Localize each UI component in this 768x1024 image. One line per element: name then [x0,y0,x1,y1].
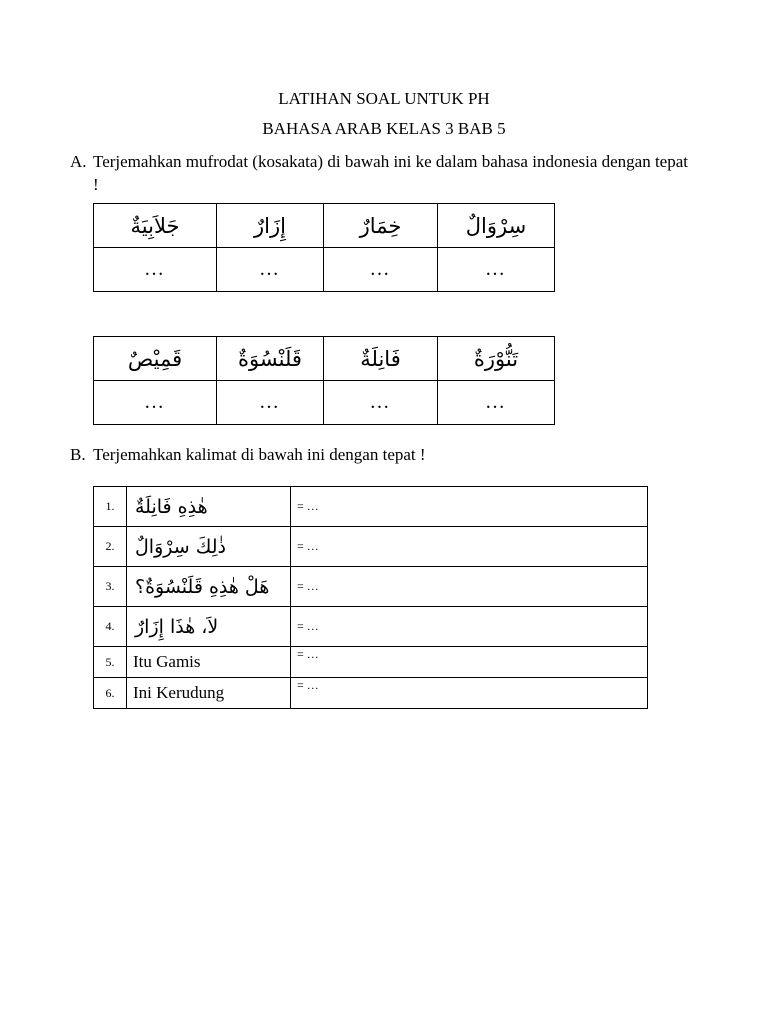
row-number: 1. [94,487,127,527]
sentence-table [93,486,648,709]
worksheet-title: LATIHAN SOAL UNTUK PH [278,89,490,108]
section-letter-b: B. [70,445,86,464]
sentence-cell: ذٰلِكَ سِرْوَالٌ [127,527,291,567]
vocab-word: فَانِلَةٌ [324,337,438,381]
vocab-word: تَنُّوْرَةٌ [438,337,555,381]
sentence-cell: Ini Kerudung [127,678,291,709]
answer-cell[interactable]: = … [291,527,648,567]
worksheet-subtitle: BAHASA ARAB KELAS 3 BAB 5 [262,119,506,138]
vocab-table-2 [93,336,555,425]
vocab-word: إِزَارٌ [217,204,324,248]
sentence-cell: Itu Gamis [127,647,291,678]
section-letter-a: A. [70,152,87,171]
answer-cell[interactable]: = … [291,647,648,678]
vocab-word: جَلاَبِيَةٌ [94,204,217,248]
table-row [94,567,648,607]
vocab-word: قَمِيْصٌ [94,337,217,381]
row-number: 4. [94,607,127,647]
answer-cell[interactable]: = … [291,487,648,527]
vocab-word: خِمَارٌ [324,204,438,248]
instruction-b-text: Terjemahkan kalimat di bawah ini dengan tepat ! [93,445,426,464]
answer-blank[interactable]: … [217,381,324,425]
answer-blank[interactable]: … [324,381,438,425]
answer-blank[interactable]: … [324,248,438,292]
table-row [94,647,648,678]
row-number: 3. [94,567,127,607]
answer-cell[interactable]: = … [291,607,648,647]
table-row [94,487,648,527]
answer-blank[interactable]: … [438,248,555,292]
table-row [94,527,648,567]
row-number: 2. [94,527,127,567]
vocab-table-1 [93,203,555,292]
answer-blank[interactable]: … [217,248,324,292]
row-number: 5. [94,647,127,678]
vocab-word: قَلَنْسُوَةٌ [217,337,324,381]
sentence-cell: لاَ، هٰذَا إِزَارٌ [127,607,291,647]
table-row [94,607,648,647]
answer-cell[interactable]: = … [291,567,648,607]
answer-blank[interactable]: … [94,248,217,292]
vocab-word: سِرْوَالٌ [438,204,555,248]
table-row [94,678,648,709]
row-number: 6. [94,678,127,709]
answer-blank[interactable]: … [438,381,555,425]
answer-cell[interactable]: = … [291,678,648,709]
instruction-a-text: Terjemahkan mufrodat (kosakata) di bawah ini ke dalam bahasa indonesia dengan tepat ! [93,152,688,194]
sentence-cell: هَلْ هٰذِهِ قَلَنْسُوَةٌ؟ [127,567,291,607]
sentence-cell: هٰذِهِ فَانِلَةٌ [127,487,291,527]
answer-blank[interactable]: … [94,381,217,425]
